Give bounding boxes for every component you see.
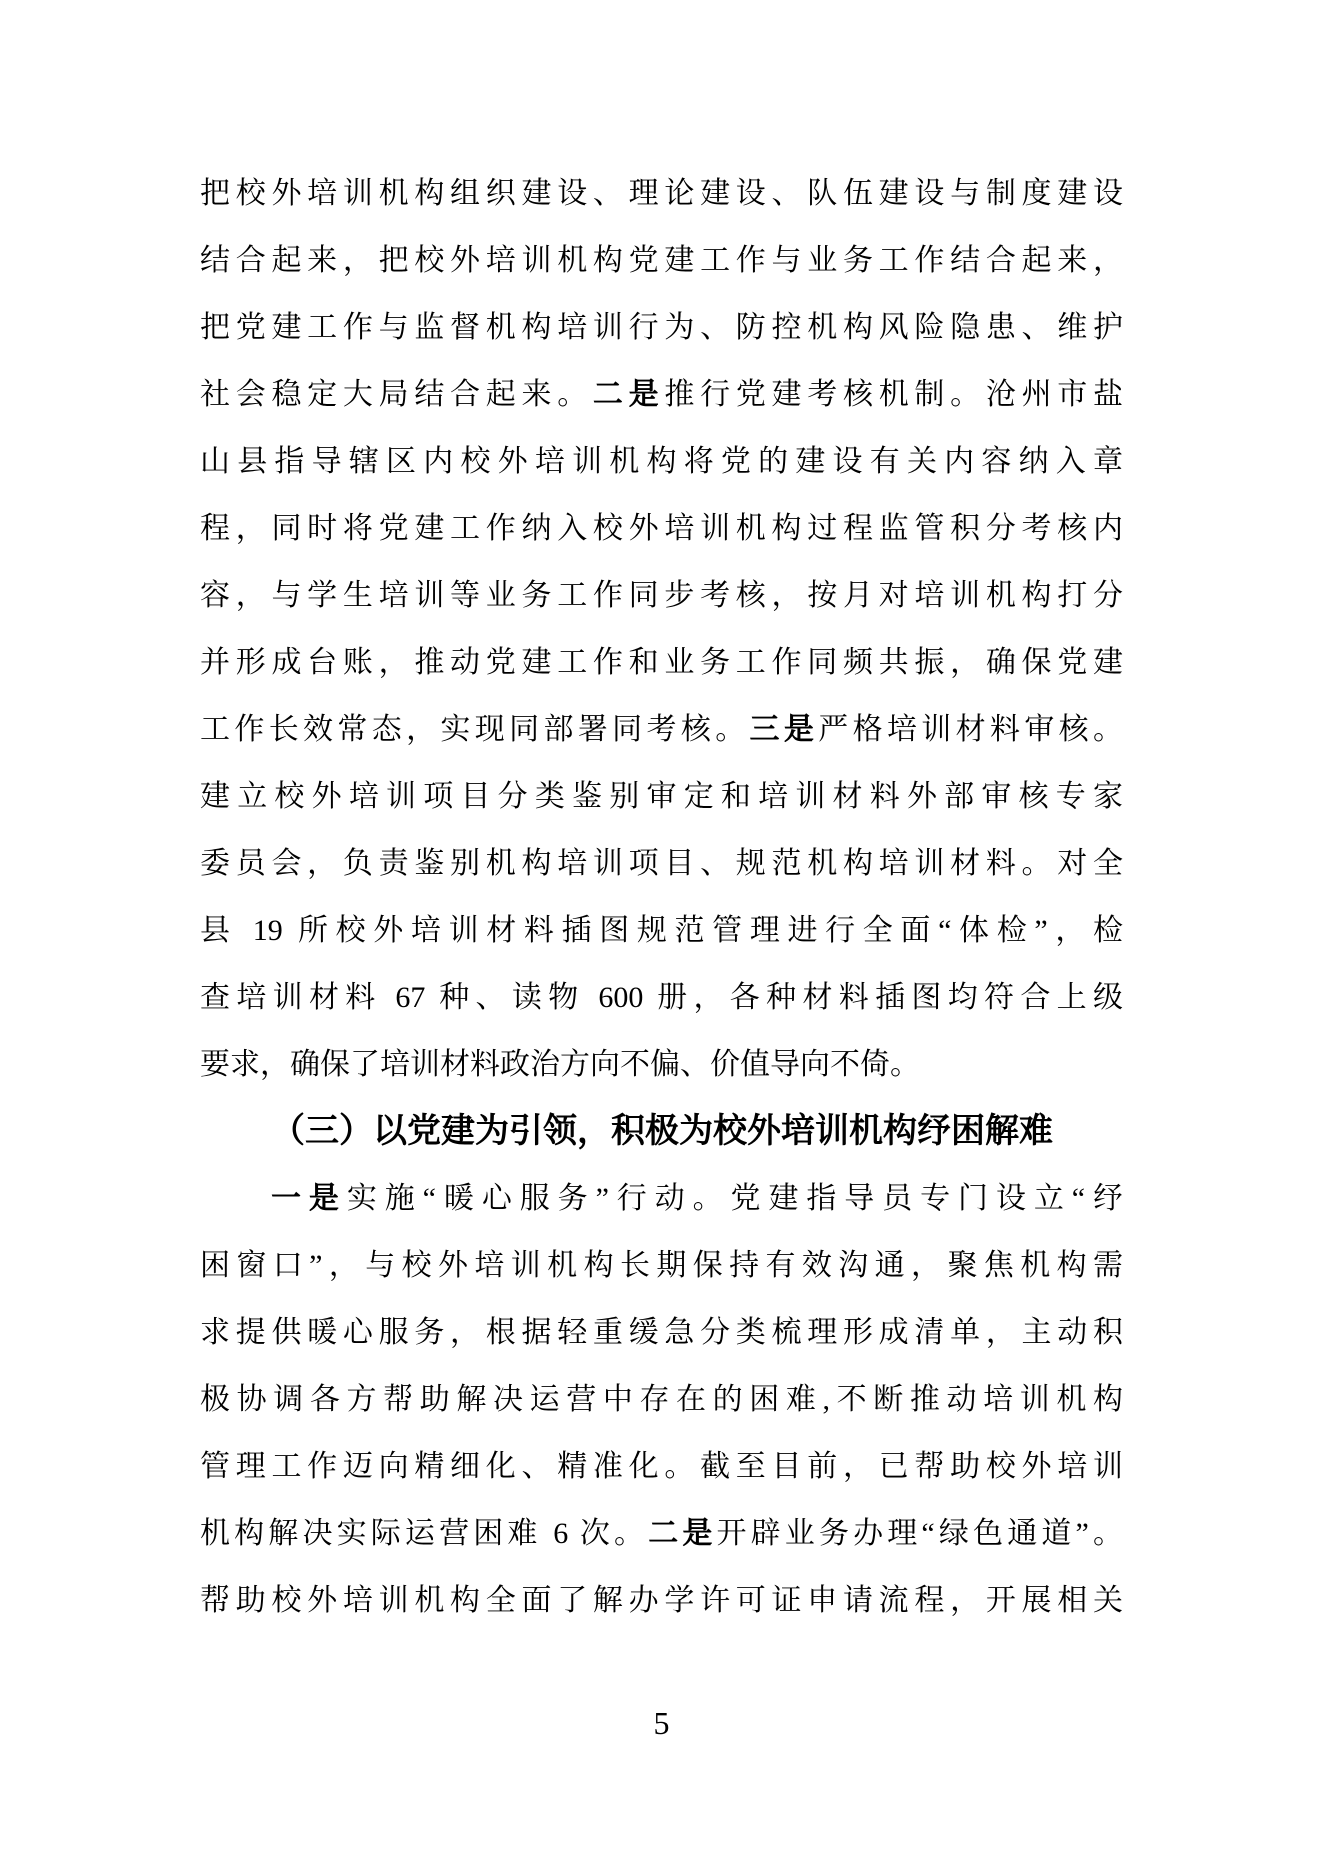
text-run: 把党建工作与监督机构培训行为、防控机构风险隐患、维护 xyxy=(200,311,1123,344)
text-run: 要求，确保了培训材料政治方向不偏、价值导向不倚。 xyxy=(200,1048,920,1081)
text-line xyxy=(200,361,1123,428)
text-line xyxy=(200,227,1123,294)
text-line xyxy=(200,160,1123,227)
text-line xyxy=(200,629,1123,696)
text-run: 把校外培训机构组织建设、理论建设、队伍建设与制度建设 xyxy=(200,177,1123,210)
text-line xyxy=(200,964,1123,1031)
text-line xyxy=(200,562,1123,629)
text-line xyxy=(200,495,1123,562)
text-line xyxy=(200,1299,1123,1366)
text-line xyxy=(200,294,1123,361)
document-body xyxy=(200,160,1123,1634)
text-line xyxy=(200,1232,1123,1299)
text-run: 求提供暖心服务，根据轻重缓急分类梳理形成清单，主动积 xyxy=(200,1316,1123,1349)
bold-run: 三是 xyxy=(749,713,819,746)
page-number: 5 xyxy=(653,1705,670,1741)
text-line xyxy=(200,1031,1123,1098)
bold-run: 二是 xyxy=(592,378,665,411)
text-run: 建立校外培训项目分类鉴别审定和培训材料外部审核专家 xyxy=(200,780,1123,813)
text-run: 工作长效常态，实现同部署同考核。 xyxy=(200,713,750,746)
text-run: 困窗口”，与校外培训机构长期保持有效沟通，聚焦机构需 xyxy=(200,1249,1123,1282)
text-run: 程，同时将党建工作纳入校外培训机构过程监管积分考核内 xyxy=(200,512,1123,545)
text-line xyxy=(200,1366,1123,1433)
text-run: 管理工作迈向精细化、精准化。截至目前，已帮助校外培训 xyxy=(200,1450,1123,1483)
text-run: 县 19 所校外培训材料插图规范管理进行全面“体检”，检 xyxy=(200,914,1123,947)
text-run: 实施“暖心服务”行动。党建指导员专门设立“纾 xyxy=(346,1182,1123,1215)
text-line xyxy=(200,1567,1123,1634)
text-run: 推行党建考核机制。沧州市盐 xyxy=(664,378,1123,411)
text-run: 严格培训材料审核。 xyxy=(818,713,1123,746)
text-run: 结合起来，把校外培训机构党建工作与业务工作结合起来， xyxy=(200,244,1123,277)
text-run: 开辟业务办理“绿色通道”。 xyxy=(716,1517,1123,1550)
heading-run: （三）以党建为引领，积极为校外培训机构纾困解难 xyxy=(271,1113,1053,1150)
text-run: 查培训材料 67 种、读物 600 册，各种材料插图均符合上级 xyxy=(200,981,1123,1014)
text-line xyxy=(200,897,1123,964)
text-line xyxy=(200,1433,1123,1500)
text-line xyxy=(200,428,1123,495)
text-run: 极协调各方帮助解决运营中存在的困难,不断推动培训机构 xyxy=(200,1383,1123,1416)
text-line xyxy=(200,763,1123,830)
text-run: 委员会，负责鉴别机构培训项目、规范机构培训材料。对全 xyxy=(200,847,1123,880)
text-run: 并形成台账，推动党建工作和业务工作同频共振，确保党建 xyxy=(200,646,1123,679)
bold-run: 二是 xyxy=(648,1517,717,1550)
text-run: 帮助校外培训机构全面了解办学许可证申请流程，开展相关 xyxy=(200,1584,1123,1617)
text-line xyxy=(200,696,1123,763)
text-run: 机构解决实际运营困难 6 次。 xyxy=(200,1517,649,1550)
text-line xyxy=(200,830,1123,897)
text-line xyxy=(200,1165,1123,1232)
text-run: 容，与学生培训等业务工作同步考核，按月对培训机构打分 xyxy=(200,579,1123,612)
text-run: 社会稳定大局结合起来。 xyxy=(200,378,593,411)
section-heading xyxy=(200,1098,1123,1165)
bold-run: 一是 xyxy=(271,1182,347,1215)
text-run: 山县指导辖区内校外培训机构将党的建设有关内容纳入章 xyxy=(200,445,1123,478)
text-line xyxy=(200,1500,1123,1567)
